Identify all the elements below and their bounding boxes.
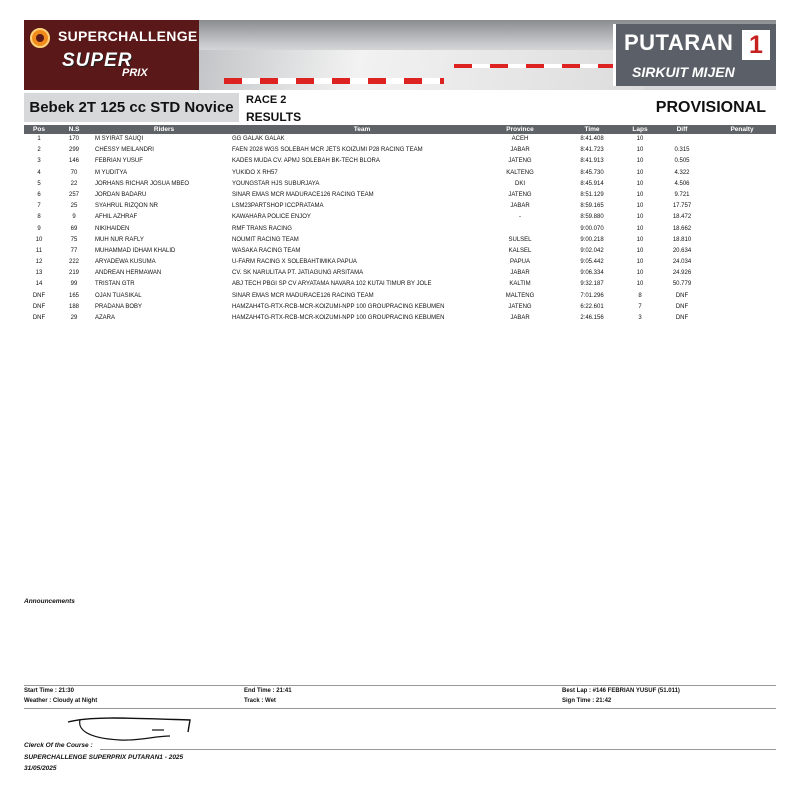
cell-time: 8:41.408 (580, 136, 604, 142)
cell-pos: 8 (37, 214, 41, 221)
results-table (24, 125, 776, 324)
cell-laps: 7 (638, 303, 642, 310)
cell-ns: 146 (68, 158, 79, 165)
cell-time: 6:22.601 (580, 303, 604, 310)
cell-team: CV. SK NARULITAA PT. JATIAGUNG ARSITAMA (232, 270, 364, 277)
cell-team: YOUNGSTAR HJS SUBURJAYA (232, 180, 320, 187)
cell-ns: 69 (70, 225, 78, 232)
table-row (24, 291, 776, 302)
cell-team: FAEN 2028 WGS SOLEBAH MCR JETS KOIZUMI P28 RACING TEAM (232, 147, 423, 154)
cell-team: GG GALAK GALAK (232, 136, 285, 142)
footer-divider (100, 749, 776, 750)
table-row (24, 268, 776, 279)
cell-province: - (519, 214, 521, 221)
announcements-label: Announcements (24, 598, 75, 605)
cell-pos: DNF (32, 303, 46, 310)
cell-diff: 4.322 (674, 169, 690, 176)
cell-laps: 10 (636, 259, 644, 266)
cell-rider: OJAN TUASIKAL (95, 292, 142, 299)
end-time: End Time : 21:41 (244, 688, 292, 694)
best-lap: Best Lap : #146 FEBRIAN YUSUF (51.011) (562, 688, 680, 694)
cell-pos: 7 (37, 203, 41, 210)
clerk-label: Clerck Of the Course : (24, 742, 93, 749)
cell-time: 9:32.187 (580, 281, 604, 288)
round-badge (613, 24, 776, 86)
cell-team: YUKIDO X RH57 (232, 169, 278, 176)
col-laps: Laps (632, 126, 648, 133)
table-row (24, 224, 776, 235)
cell-laps: 10 (636, 169, 644, 176)
brand-logo-area (24, 20, 199, 90)
cell-team: WASAKA RACING TEAM (232, 247, 301, 254)
cell-laps: 10 (636, 180, 644, 187)
curb-stripe (224, 78, 444, 84)
cell-ns: 22 (70, 180, 78, 187)
cell-province: JATENG (508, 303, 532, 310)
col-province: Province (506, 126, 534, 133)
footer-divider (24, 708, 776, 709)
cell-rider: CHESSY MEILANDRI (95, 147, 154, 154)
col-rider: Riders (153, 126, 175, 133)
cell-laps: 10 (636, 147, 644, 154)
brand-emblem-icon (30, 28, 50, 48)
table-row (24, 179, 776, 190)
cell-time: 9:02.042 (580, 247, 604, 254)
table-header (24, 125, 776, 134)
cell-laps: 10 (636, 225, 644, 232)
footer-divider (24, 685, 776, 686)
track-condition: Track : Wet (244, 698, 276, 704)
cell-rider: AFHIL AZHRAF (95, 214, 138, 221)
curb-stripe (454, 64, 614, 68)
event-date: 31/05/2025 (24, 765, 57, 772)
cell-rider: SYAHRUL RIZQON NR (95, 203, 159, 210)
cell-rider: TRISTAN GTR (95, 281, 135, 288)
cell-ns: 99 (70, 281, 78, 288)
class-title: Bebek 2T 125 cc STD Novice (24, 93, 239, 122)
round-title: PUTARAN (624, 30, 734, 55)
cell-diff: 18.472 (672, 214, 692, 221)
cell-team: SINAR EMAS MCR MADURACE126 RACING TEAM (232, 292, 374, 299)
table-row (24, 235, 776, 246)
cell-rider: ANDREAN HERMAWAN (95, 270, 162, 277)
cell-team: KADES MUDA CV. APMJ SOLEBAH BK-TECH BLORA (232, 158, 380, 165)
cell-laps: 10 (636, 236, 644, 243)
cell-ns: 165 (68, 292, 79, 299)
cell-team: RMF TRANS RACING (232, 225, 292, 232)
round-number: 1 (742, 30, 770, 60)
cell-laps: 10 (636, 191, 644, 198)
col-time: Time (584, 126, 600, 133)
cell-diff: 4.506 (674, 180, 690, 187)
cell-province: JABAR (510, 315, 530, 321)
signature-image (60, 712, 200, 744)
cell-laps: 10 (636, 158, 644, 165)
cell-pos: 13 (35, 270, 43, 277)
cell-diff: 18.662 (672, 225, 692, 232)
table-row (24, 302, 776, 313)
cell-province: JABAR (510, 203, 530, 210)
cell-team: HAMZAH4TG-RTX-RCB-MCR-KOIZUMI-NPP 100 GROUPRACING KEBUMEN (232, 315, 445, 321)
race-label: RACE 2 (246, 94, 287, 106)
cell-rider: ARYADEWA KUSUMA (95, 259, 156, 266)
table-row (24, 201, 776, 212)
cell-time: 7:01.296 (580, 292, 604, 299)
cell-team: HAMZAH4TG-RTX-RCB-MCR-KOIZUMI-NPP 100 GROUPRACING KEBUMEN (232, 303, 445, 310)
cell-team: U-FARM RACING X SOLEBAHTIMIKA PAPUA (232, 259, 357, 266)
cell-province: KALSEL (508, 247, 532, 254)
status-label: PROVISIONAL (655, 99, 766, 116)
table-row (24, 168, 776, 179)
col-pos: Pos (33, 126, 45, 133)
table-row (24, 134, 776, 145)
cell-team: ABJ TECH PBGI SP CV ARYATAMA NAVARA 102 KUTAI TIMUR BY JOLE (232, 281, 432, 288)
cell-ns: 25 (70, 203, 78, 210)
cell-pos: 9 (37, 225, 41, 232)
cell-ns: 170 (68, 136, 79, 142)
cell-time: 9:00.070 (580, 225, 604, 232)
cell-rider: FEBRIAN YUSUF (95, 158, 143, 165)
cell-team: NOUMIT RACING TEAM (232, 236, 299, 243)
cell-diff: 20.634 (672, 247, 692, 254)
cell-ns: 77 (70, 247, 78, 254)
results-label: RESULTS (246, 110, 302, 124)
cell-province: DKI (514, 180, 525, 187)
cell-pos: 12 (35, 259, 43, 266)
cell-laps: 10 (636, 214, 644, 221)
cell-diff: DNF (675, 292, 689, 299)
cell-ns: 29 (70, 315, 78, 321)
cell-time: 2:46.156 (580, 315, 604, 321)
brand-super: SUPER (62, 50, 133, 71)
cell-time: 8:41.723 (580, 147, 604, 154)
cell-province: ACEH (511, 136, 529, 142)
cell-pos: 10 (35, 236, 43, 243)
cell-laps: 10 (636, 136, 644, 142)
table-row (24, 246, 776, 257)
cell-province: JATENG (508, 191, 532, 198)
cell-time: 8:59.880 (580, 214, 604, 221)
cell-rider: JORHANS RICHAR JOSUA MBEO (95, 180, 190, 187)
cell-time: 8:51.129 (580, 191, 604, 198)
cell-time: 8:59.165 (580, 203, 604, 210)
cell-time: 8:45.730 (580, 169, 604, 176)
circuit-name: SIRKUIT MIJEN (632, 64, 735, 80)
table-row (24, 212, 776, 223)
cell-laps: 10 (636, 247, 644, 254)
cell-rider: JORDAN BADARU (95, 191, 147, 198)
cell-pos: 11 (35, 247, 43, 254)
brand-prix: PRIX (122, 67, 148, 79)
cell-diff: 0.315 (674, 147, 690, 154)
cell-time: 8:41.913 (580, 158, 604, 165)
table-row (24, 156, 776, 167)
cell-pos: DNF (32, 292, 46, 299)
cell-ns: 75 (70, 236, 78, 243)
table-row (24, 313, 776, 324)
cell-pos: DNF (32, 315, 46, 321)
cell-province: KALTIM (509, 281, 531, 288)
cell-diff: 0.505 (674, 158, 690, 165)
sign-time: Sign Time : 21:42 (562, 698, 612, 704)
table-row (24, 190, 776, 201)
cell-province: MALTENG (505, 292, 535, 299)
cell-rider: NIKIHAIDEN (95, 225, 130, 232)
cell-time: 9:00.218 (580, 236, 604, 243)
cell-diff: 9.721 (674, 191, 690, 198)
cell-team: SINAR EMAS MCR MADURACE126 RACING TEAM (232, 191, 374, 198)
col-penalty: Penalty (730, 126, 754, 133)
cell-rider: M YUDITYA (95, 169, 128, 176)
cell-ns: 188 (68, 303, 79, 310)
cell-laps: 8 (638, 292, 642, 299)
table-row (24, 257, 776, 268)
col-ns: N.S (68, 126, 80, 133)
table-row (24, 279, 776, 290)
cell-province: KALTENG (506, 169, 534, 176)
event-banner (24, 20, 776, 90)
cell-province: PAPUA (510, 259, 530, 266)
cell-time: 9:05.442 (580, 259, 604, 266)
cell-rider: PRADANA BOBY (95, 303, 143, 310)
cell-ns: 222 (68, 259, 79, 266)
col-diff: Diff (676, 126, 688, 133)
cell-pos: 5 (37, 180, 41, 187)
cell-ns: 219 (68, 270, 79, 277)
cell-diff: DNF (675, 303, 689, 310)
cell-pos: 2 (37, 147, 41, 154)
cell-laps: 10 (636, 203, 644, 210)
table-body (24, 134, 776, 324)
cell-pos: 14 (35, 281, 43, 288)
cell-province: JABAR (510, 147, 530, 154)
cell-laps: 10 (636, 281, 644, 288)
cell-rider: M SYIRAT SAUQI (95, 136, 144, 142)
cell-rider: AZARA (95, 315, 116, 321)
cell-province: JABAR (510, 270, 530, 277)
col-team: Team (353, 126, 371, 133)
cell-province: JATENG (508, 158, 532, 165)
cell-pos: 1 (37, 136, 41, 142)
cell-ns: 9 (72, 214, 76, 221)
start-time: Start Time : 21:30 (24, 688, 74, 694)
cell-pos: 3 (37, 158, 41, 165)
cell-diff: DNF (675, 315, 689, 321)
brand-name: SUPERCHALLENGE (58, 28, 198, 44)
cell-pos: 4 (37, 169, 41, 176)
weather: Weather : Cloudy at Night (24, 698, 98, 704)
cell-rider: MUH NUR RAFLY (95, 236, 144, 243)
cell-diff: 50.779 (672, 281, 692, 288)
cell-ns: 299 (68, 147, 79, 154)
cell-laps: 3 (638, 315, 642, 321)
cell-diff: 24.926 (672, 270, 692, 277)
cell-pos: 6 (37, 191, 41, 198)
cell-team: LSM23PARTSHOP ICCPRATAMA (232, 203, 324, 210)
cell-ns: 257 (68, 191, 79, 198)
cell-diff: 17.757 (672, 203, 692, 210)
cell-rider: MUHAMMAD IDHAM KHALID (95, 247, 176, 254)
cell-laps: 10 (636, 270, 644, 277)
cell-province: SULSEL (508, 236, 532, 243)
track-image (164, 50, 644, 90)
cell-ns: 70 (70, 169, 78, 176)
cell-team: KAWAHARA POLICE ENJOY (232, 214, 311, 221)
cell-time: 9:06.334 (580, 270, 604, 277)
cell-diff: 18.810 (672, 236, 692, 243)
table-row (24, 145, 776, 156)
cell-diff: 24.034 (672, 259, 692, 266)
cell-time: 8:45.914 (580, 180, 604, 187)
event-name: SUPERCHALLENGE SUPERPRIX PUTARAN1 - 2025 (24, 754, 184, 761)
